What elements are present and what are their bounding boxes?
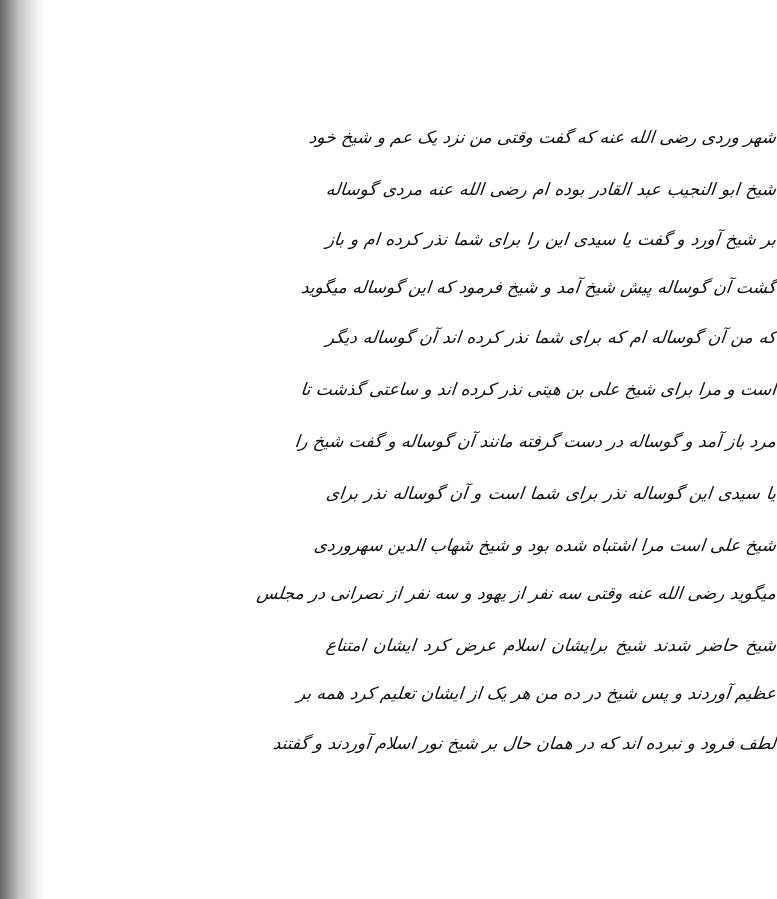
- manuscript-line-2: شیخ ابو النجیب عبد القادر بوده ام رضی الله عنه مردی گوساله: [324, 180, 777, 200]
- manuscript-line-1: شهر وردی رضی الله عنه که گفت وقتی من نزد یک عم و شیخ خود: [307, 128, 777, 148]
- manuscript-line-13: لطف فرود و نبرده اند که در همان حال بر شیخ نور اسلام آوردند و گفتند: [271, 734, 777, 754]
- manuscript-line-12: عظیم آوردند و پس شیخ در ده من هر یک از ایشان تعلیم کرد همه بر: [296, 684, 777, 704]
- manuscript-page: [44, 0, 777, 899]
- manuscript-line-10: میگوید رضی الله عنه وقتی سه نفر از یهود و سه نفر از نصرانی در مجلس: [255, 584, 777, 604]
- manuscript-line-7: مرد باز آمد و گوساله در دست گرفته مانند آن گوساله و گفت شیخ را: [293, 432, 777, 452]
- book-binding-shadow: [0, 0, 44, 899]
- manuscript-line-8: یا سیدی این گوساله نذر برای شما است و آن گوساله نذر برای: [324, 484, 777, 504]
- manuscript-line-4: گشت آن گوساله پیش شیخ آمد و شیخ فرمود که این گوساله میگوید: [299, 278, 777, 298]
- manuscript-line-5: که من آن گوساله ام که برای شما نذر کرده اند آن گوساله دیگر: [324, 328, 777, 348]
- manuscript-line-6: است و مرا برای شیخ علی بن هیتی نذر کرده اند و ساعتی گذشت تا: [299, 380, 777, 400]
- manuscript-line-9: شیخ علی است مرا اشتباه شده بود و شیخ شهاب الدین سهروردی: [312, 536, 777, 556]
- manuscript-line-11: شیخ حاضر شدند شیخ برایشان اسلام عرض کرد ایشان امتناع: [324, 636, 777, 656]
- manuscript-line-3: بر شیخ آورد و گفت یا سیدی این را برای شما نذر کرده ام و باز: [324, 230, 777, 250]
